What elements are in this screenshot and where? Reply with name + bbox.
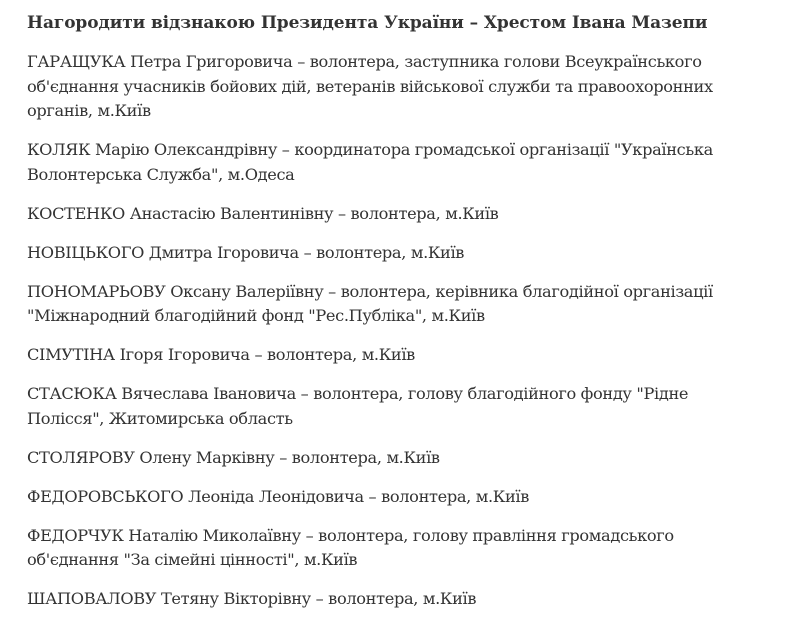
award-entry: ГАРАЩУКА Петра Григоровича – волонтера, заступника голови Всеукраїнського об'єднання учасників бойових дій, ветеранів військової служби та правоохоронних органів, м.Київ bbox=[27, 52, 713, 120]
award-entry: НОВІЦЬКОГО Дмитра Ігоровича – волонтера, м.Київ bbox=[27, 242, 465, 262]
decree-heading: Нагородити відзнакою Президента України – Хрестом Івана Мазепи bbox=[27, 13, 708, 33]
award-entry: СІМУТІНА Ігоря Ігоровича – волонтера, м.Київ bbox=[27, 345, 415, 364]
award-entry: ШАПОВАЛОВУ Тетяну Вікторівну – волонтера, м.Київ bbox=[27, 589, 477, 608]
award-entry: СТАСЮКА Вячеслава Івановича – волонтера, голову благодійного фонду "Рідне Полісся", Житомирська область bbox=[27, 384, 689, 428]
award-entry: ФЕДОРЧУК Наталію Миколаївну – волонтера, голову правління громадського об'єднання "За сімейні цінності", м.Київ bbox=[27, 525, 674, 569]
award-entry: КОСТЕНКО Анастасію Валентинівну – волонтера, м.Київ bbox=[27, 203, 499, 223]
award-entry: ФЕДОРОВСЬКОГО Леоніда Леонідовича – волонтера, м.Київ bbox=[27, 486, 529, 506]
award-entry: КОЛЯК Марію Олександрівну – координатора громадської організації "Українська Волонтерська Служба", м.Одеса bbox=[27, 140, 713, 184]
award-entry: ПОНОМАРЬОВУ Оксану Валеріївну – волонтера, керівника благодійної організації "Міжнародний благодійний фонд "Рес.Публіка", м.Київ bbox=[27, 281, 713, 325]
award-entry: СТОЛЯРОВУ Олену Марківну – волонтера, м.Київ bbox=[27, 447, 440, 467]
